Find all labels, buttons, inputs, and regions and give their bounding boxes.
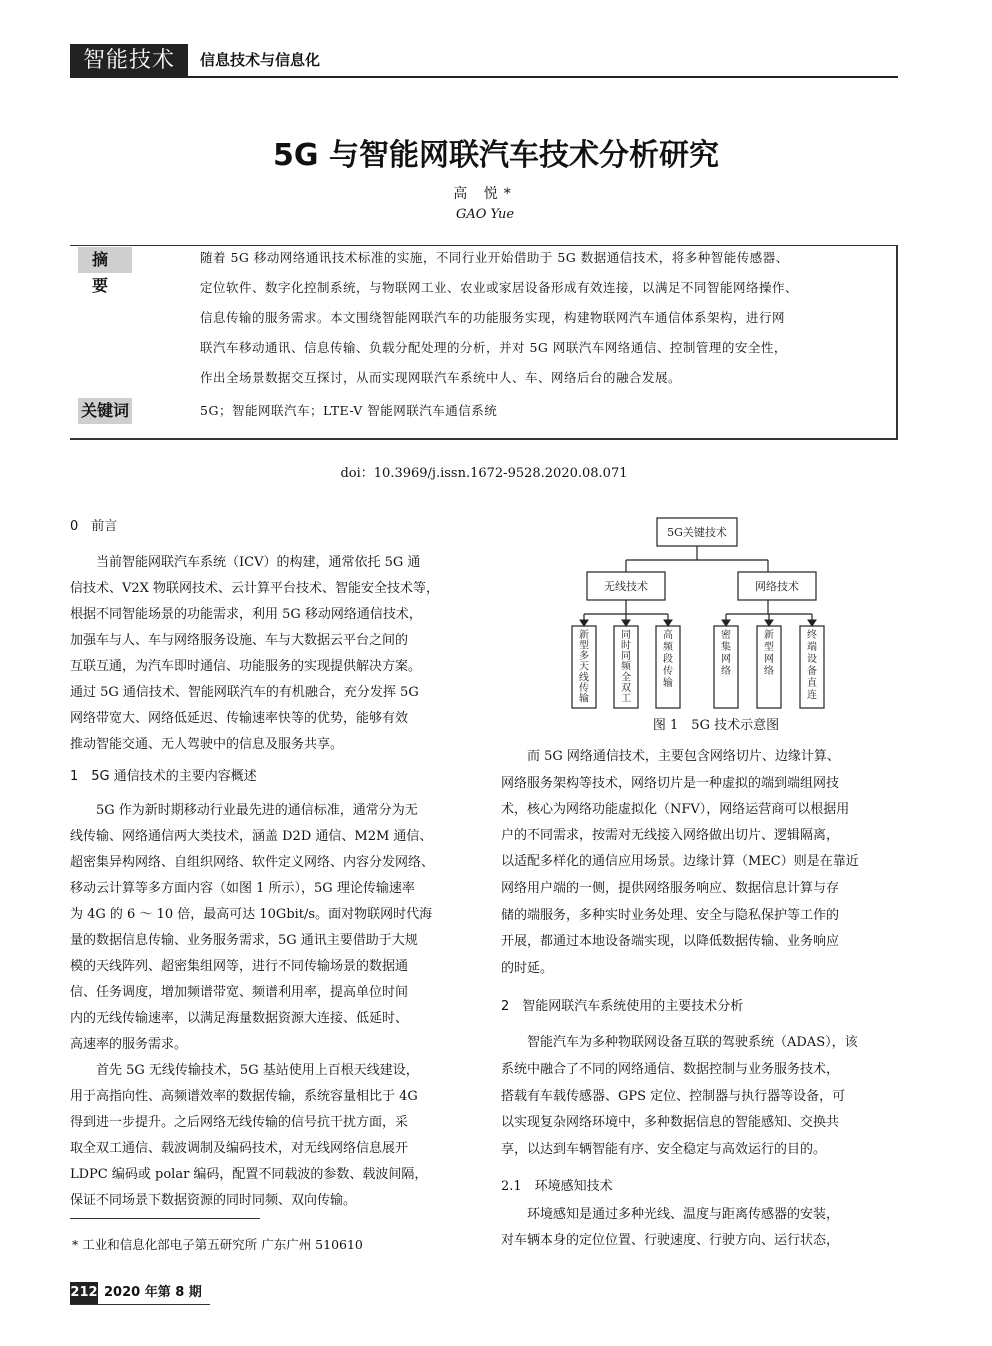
diagram-leaf-label: 新型多天线传输 <box>579 630 589 705</box>
author-name-en: GAO Yue <box>455 207 515 222</box>
body-line: 保证不同场景下数据资源的同时同频、双向传输。 <box>70 1193 357 1208</box>
body-line: 5G 作为新时期移动行业最先进的通信标准，通常分为无 <box>70 803 418 818</box>
body-line: 网络用户端的一侧，提供网络服务响应、数据信息计算与存 <box>501 881 840 896</box>
abstract-line: 定位软件、数字化控制系统，与物联网工业、农业或家居设备形成有效连接，以满足不同智能网络操作、 <box>200 280 799 295</box>
body-line: 推动智能交通、无人驾驶中的信息及服务共享。 <box>70 737 344 752</box>
body-line: 得到进一步提升。之后网络无线传输的信号抗干扰方面，采 <box>70 1115 409 1130</box>
body-line: 量的数据信息传输、业务服务需求，5G 通讯主要借助于大规 <box>70 933 418 948</box>
diagram-branch-left-label: 无线技术 <box>604 580 648 593</box>
subsection-label: 信息技术与信息化 <box>200 51 321 69</box>
footnote: * 工业和信息化部电子第五研究所 广东广州 510610 <box>72 1237 363 1252</box>
body-line: 互联互通，为汽车即时通信、功能服务的实现提供解决方案。 <box>70 659 422 674</box>
abstract-bottom-rule <box>70 438 898 440</box>
body-line: 储的端服务，多种实时业务处理、安全与隐私保护等工作的 <box>501 908 840 923</box>
abstract-line: 信息传输的服务需求。本文围绕智能网联汽车的功能服务实现，构建物联网汽车通信体系架构，进行网 <box>200 310 786 325</box>
body-line: 搭载有车载传感器、GPS 定位、控制器与执行器等设备，可 <box>501 1089 846 1104</box>
diagram-root-label: 5G关键技术 <box>667 526 727 539</box>
body-line: 内的无线传输速率，以满足海量数据资源大连接、低延时、 <box>70 1011 409 1026</box>
figure-caption: 图 1 5G 技术示意图 <box>652 718 780 733</box>
body-line: 系统中融合了不同的网络通信、数据控制与业务服务技术， <box>501 1062 840 1077</box>
body-line: 信技术、V2X 物联网技术、云计算平台技术、智能安全技术等， <box>70 581 440 596</box>
diagram-leaf-label: 同时同频全双工 <box>621 630 631 705</box>
body-line: 以适配多样化的通信应用场景。边缘计算（MEC）则是在靠近 <box>501 854 859 869</box>
section-heading-2: 2 智能网联汽车系统使用的主要技术分析 <box>501 999 744 1014</box>
page-number: 212 <box>70 1282 98 1304</box>
diagram-leaf-label: 密集网络 <box>721 630 731 677</box>
figure-5g-diagram <box>560 514 890 714</box>
keywords-text: 5G；智能网联汽车；LTE-V 智能网联汽车通信系统 <box>200 403 498 418</box>
body-line: 以实现复杂网络环境中，多种数据信息的智能感知、交换共 <box>501 1115 840 1130</box>
body-line: 开展，都通过本地设备端实现，以降低数据传输、业务响应 <box>501 934 840 949</box>
diagram-leaf-label: 新型网络 <box>764 630 774 677</box>
body-line: 通过 5G 通信技术、智能网联汽车的有机融合，充分发挥 5G <box>70 685 419 700</box>
body-line: 取全双工通信、载波调制及编码技术，对无线网络信息展开 <box>70 1141 409 1156</box>
body-line: 网络带宽大、网络低延迟、传输速率快等的优势，能够有效 <box>70 711 409 726</box>
body-line: 移动云计算等多方面内容（如图 1 所示），5G 理论传输速率 <box>70 881 415 896</box>
footer-rule <box>70 1304 210 1305</box>
keywords-label: 关键词 <box>78 398 132 424</box>
article-title: 5G 与智能网联汽车技术分析研究 <box>273 138 719 173</box>
body-line: 而 5G 网络通信技术，主要包含网络切片、边缘计算、 <box>501 749 840 764</box>
body-line: 线传输、网络通信两大类技术，涵盖 D2D 通信、M2M 通信、 <box>70 829 433 844</box>
body-line: 网络服务架构等技术，网络切片是一种虚拟的端到端组网技 <box>501 776 840 791</box>
abstract-top-rule <box>70 245 898 246</box>
header-rule <box>70 76 898 78</box>
body-line: 用于高指向性、高频谱效率的数据传输，系统容量相比于 4G <box>70 1089 418 1104</box>
body-line: 的时延。 <box>501 961 554 976</box>
body-line: 超密集异构网络、自组织网络、软件定义网络、内容分发网络、 <box>70 855 435 870</box>
section-heading-0: 0 前言 <box>70 519 118 534</box>
abstract-line: 联汽车移动通讯、信息传输、负载分配处理的分析，并对 5G 网联汽车网络通信、控制管理的安全性， <box>200 340 787 355</box>
section-heading-2-1: 2.1 环境感知技术 <box>501 1179 613 1194</box>
diagram-leaf-label: 终端设备直连 <box>807 630 817 701</box>
abstract-line: 随着 5G 移动网络通讯技术标准的实施，不同行业开始借助于 5G 数据通信技术，将多种智能传感器、 <box>200 250 789 265</box>
body-line: 对车辆本身的定位位置、行驶速度、行驶方向、运行状态， <box>501 1233 840 1248</box>
body-line: 户的不同需求，按需对无线接入网络做出切片、逻辑隔离， <box>501 828 840 843</box>
body-line: 根据不同智能场景的功能需求，利用 5G 移动网络通信技术， <box>70 607 422 622</box>
body-line: 环境感知是通过多种光线、温度与距离传感器的安装， <box>501 1207 840 1222</box>
abstract-label: 摘 要 <box>78 247 132 273</box>
issue-label: 2020 年第 8 期 <box>104 1285 202 1300</box>
body-line: 加强车与人、车与网络服务设施、车与大数据云平台之间的 <box>70 633 409 648</box>
body-line: 享，以达到车辆智能有序、安全稳定与高效运行的目的。 <box>501 1142 827 1157</box>
body-line: 信、任务调度，增加频谱带宽、频谱利用率，提高单位时间 <box>70 985 409 1000</box>
abstract-right-rule <box>896 245 898 439</box>
footnote-rule <box>70 1218 260 1219</box>
body-line: 当前智能网联汽车系统（ICV）的构建，通常依托 5G 通 <box>70 555 421 570</box>
author-name: 高 悦* <box>453 186 517 202</box>
body-line: LDPC 编码或 polar 编码，配置不同载波的参数、载波间隔， <box>70 1167 428 1182</box>
diagram-leaf-label: 高频段传输 <box>663 630 673 689</box>
body-line: 为 4G 的 6 ～ 10 倍，最高可达 10Gbit/s。面对物联网时代海 <box>70 907 433 922</box>
body-line: 智能汽车为多种物联网设备互联的驾驶系统（ADAS），该 <box>501 1035 858 1050</box>
diagram-branch-right-label: 网络技术 <box>755 580 799 593</box>
body-line: 术，核心为网络功能虚拟化（NFV），网络运营商可以根据用 <box>501 802 850 817</box>
section-heading-1: 1 5G 通信技术的主要内容概述 <box>70 769 257 784</box>
body-line: 模的天线阵列、超密集组网等，进行不同传输场景的数据通 <box>70 959 409 974</box>
abstract-line: 作出全场景数据交互探讨，从而实现网联汽车系统中人、车、网络后台的融合发展。 <box>200 370 682 385</box>
doi: doi：10.3969/j.issn.1672-9528.2020.08.071 <box>340 466 628 481</box>
body-line: 高速率的服务需求。 <box>70 1037 188 1052</box>
section-label: 智能技术 <box>70 44 188 78</box>
body-line: 首先 5G 无线传输技术，5G 基站使用上百根天线建设， <box>70 1063 419 1078</box>
